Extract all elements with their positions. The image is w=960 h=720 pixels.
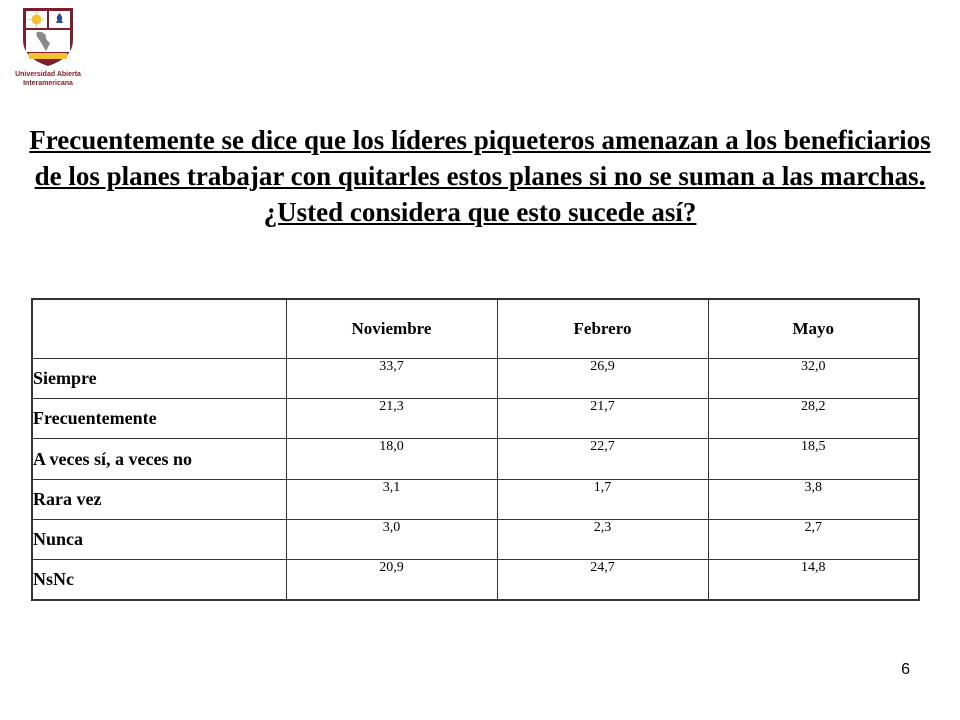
cell-value: 28,2 — [708, 399, 919, 439]
logo-name-line1: Universidad Abierta — [15, 71, 81, 78]
table-row — [32, 479, 919, 519]
cell-value: 2,3 — [497, 519, 708, 559]
header-mayo: Mayo — [708, 299, 919, 358]
cell-value: 22,7 — [497, 439, 708, 479]
cell-value: 2,7 — [708, 519, 919, 559]
cell-value: 18,0 — [286, 439, 497, 479]
cell-value: 18,5 — [708, 439, 919, 479]
page-number: 6 — [901, 661, 910, 678]
cell-value: 14,8 — [708, 560, 919, 600]
university-shield-icon — [21, 6, 75, 68]
header-empty-cell — [32, 299, 286, 358]
cell-value: 33,7 — [286, 358, 497, 398]
table-row — [32, 358, 919, 398]
row-label: A veces sí, a veces no — [32, 439, 286, 479]
slide-title: Frecuentemente se dice que los líderes piqueteros amenazan a los beneficiarios de los planes trabajar con quitarles estos planes si no se suman a las marchas. ¿Usted considera que esto sucede así? — [29, 125, 931, 227]
cell-value: 3,0 — [286, 519, 497, 559]
cell-value: 24,7 — [497, 560, 708, 600]
row-label: Siempre — [32, 358, 286, 398]
cell-value: 20,9 — [286, 560, 497, 600]
results-table — [31, 298, 920, 601]
cell-value: 26,9 — [497, 358, 708, 398]
cell-value: 3,1 — [286, 479, 497, 519]
cell-value: 1,7 — [497, 479, 708, 519]
table-row — [32, 399, 919, 439]
table-row — [32, 519, 919, 559]
cell-value: 21,3 — [286, 399, 497, 439]
row-label: NsNc — [32, 560, 286, 600]
row-label: Rara vez — [32, 479, 286, 519]
header-noviembre: Noviembre — [286, 299, 497, 358]
row-label: Nunca — [32, 519, 286, 559]
table-row — [32, 439, 919, 479]
university-logo — [8, 6, 88, 92]
cell-value: 3,8 — [708, 479, 919, 519]
header-febrero: Febrero — [497, 299, 708, 358]
cell-value: 32,0 — [708, 358, 919, 398]
table-row — [32, 560, 919, 600]
cell-value: 21,7 — [497, 399, 708, 439]
logo-name-line2: Interamericana — [23, 80, 73, 87]
sun-icon — [32, 15, 42, 25]
row-label: Frecuentemente — [32, 399, 286, 439]
table-header-row — [32, 299, 919, 358]
